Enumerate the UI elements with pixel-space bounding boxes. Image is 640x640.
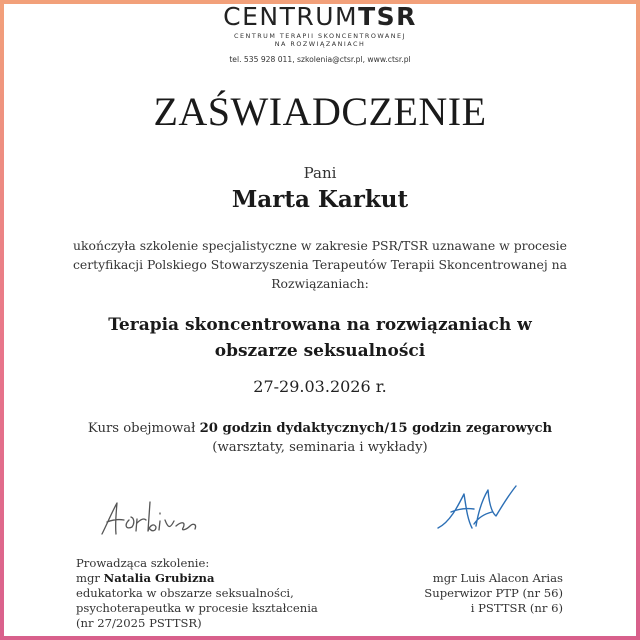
right-signatory-name: mgr Luis Alacon Arias: [432, 571, 563, 585]
logo-brand-light: CENTRUM: [223, 2, 359, 31]
course-title: [60, 312, 580, 364]
right-signature-stroke: [438, 486, 516, 528]
left-signature-stroke: [102, 502, 196, 534]
logo-wordmark: [0, 2, 640, 32]
left-signatory-role: Prowadząca szkolenie:: [76, 556, 210, 570]
left-signatory-name: Natalia Grubizna: [103, 571, 215, 585]
description-line: ukończyła szkolenie specjalistyczne w zakresie PSR/TSR uznawane w procesie: [73, 238, 567, 253]
right-signature: [436, 476, 526, 534]
certificate-description: [70, 236, 570, 293]
logo-subtitle-line2: NA ROZWIĄZANIACH: [274, 40, 366, 48]
description-line: certyfikacji Polskiego Stowarzyszenia Terapeutów Terapii Skoncentrowanej na: [72, 257, 568, 272]
right-signatory-line: Superwizor PTP (nr 56): [424, 586, 563, 600]
salutation: Pani: [303, 164, 337, 182]
course-hours: [0, 419, 640, 457]
contact-info: tel. 535 928 011, szkolenia@ctsr.pl, www.ctsr.pl: [229, 55, 411, 64]
hours-value: 20 godzin dydaktycznych/15 godzin zegarowych: [199, 421, 553, 436]
logo-subtitle-line1: CENTRUM TERAPII SKONCENTROWANEJ: [234, 32, 406, 40]
logo-brand-bold: TSR: [358, 2, 417, 31]
recipient-name: Marta Karkut: [231, 186, 409, 213]
left-signatory-line: (nr 27/2025 PSTTSR): [76, 616, 202, 630]
logo: [0, 2, 640, 64]
left-signature: [98, 498, 222, 540]
left-signatory-line: edukatorka w obszarze seksualności,: [76, 586, 294, 600]
left-signatory-title: mgr: [76, 571, 104, 585]
hours-prefix: Kurs obejmował: [87, 421, 200, 436]
course-title-line: obszarze seksualności: [214, 341, 426, 361]
certificate-title: ZAŚWIADCZENIE: [153, 89, 487, 134]
hours-note: (warsztaty, seminaria i wykłady): [212, 440, 428, 455]
right-signatory-line: i PSTTSR (nr 6): [470, 601, 563, 615]
course-title-line: Terapia skoncentrowana na rozwiązaniach w: [108, 315, 532, 335]
right-signatory: [323, 571, 563, 616]
course-date: 27-29.03.2026 r.: [253, 377, 387, 396]
hours-line: [0, 419, 640, 438]
description-line: Rozwiązaniach:: [271, 276, 369, 291]
left-signatory-line: psychoterapeutka w procesie kształcenia: [76, 601, 318, 615]
